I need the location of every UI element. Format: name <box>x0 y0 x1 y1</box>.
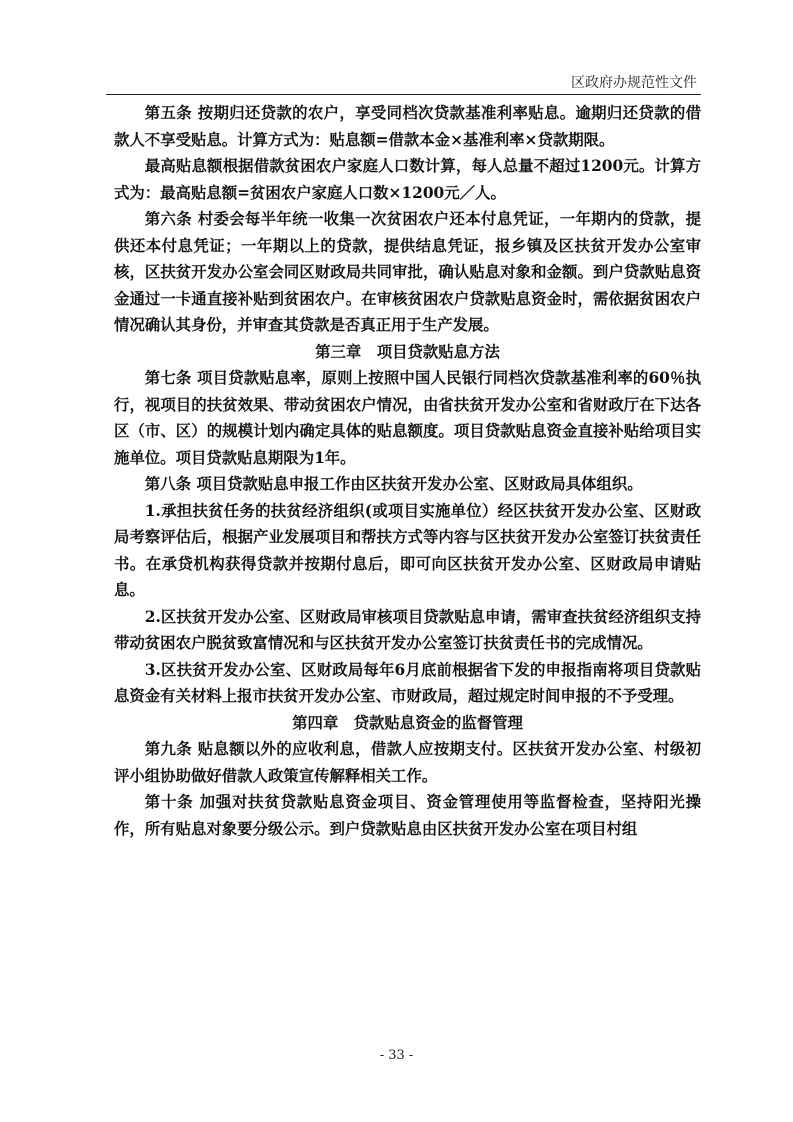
article-5-continued: 最高贴息额根据借款贫困农户家庭人口数计算，每人总量不超过1200元。计算方式为：最高贴息额=贫困农户家庭人口数×1200元／人。 <box>114 157 701 202</box>
article-8-item-2: 2.区扶贫开发办公室、区财政局审核项目贷款贴息申请，需审查扶贫经济组织支持带动贫困农户脱贫致富情况和与区扶贫开发办公室签订扶贫责任书的完成情况。 <box>114 607 701 652</box>
document-body <box>114 100 701 842</box>
article-7: 第七条 项目贷款贴息率，原则上按照中国人民银行同档次贷款基准利率的60％执行，视项目的扶贫效果、带动贫困农户情况，由省扶贫开发办公室和省财政厅在下达各区（市、区）的规模计划内确定具体的贴息额度。项目贷款贴息资金直接补贴给项目实施单位。项目贷款贴息期限为1年。 <box>114 369 701 467</box>
chapter-3-heading: 第三章 项目贷款贴息方法 <box>315 342 500 361</box>
article-10: 第十条 加强对扶贫贷款贴息资金项目、资金管理使用等监督检查，坚持阳光操作，所有贴息对象要分级公示。到户贷款贴息由区扶贫开发办公室在项目村组 <box>114 793 701 838</box>
header-title: 区政府办规范性文件 <box>571 75 697 91</box>
article-9: 第九条 贴息额以外的应收利息，借款人应按期支付。区扶贫开发办公室、村级初评小组协助做好借款人政策宣传解释相关工作。 <box>114 740 701 785</box>
article-8-item-3: 3.区扶贫开发办公室、区财政局每年6月底前根据省下发的申报指南将项目贷款贴息资金有关材料上报市扶贫开发办公室、市财政局，超过规定时间申报的不予受理。 <box>114 660 701 705</box>
article-8-item-1: 1.承担扶贫任务的扶贫经济组织(或项目实施单位）经区扶贫开发办公室、区财政局考察评估后，根据产业发展项目和帮扶方式等内容与区扶贫开发办公室签订扶贫责任书。在承贷机构获得贷款并按期付息后，即可向区扶贫开发办公室、区财政局申请贴息。 <box>114 501 701 599</box>
header-divider <box>106 94 701 95</box>
article-5: 第五条 按期归还贷款的农户，享受同档次贷款基准利率贴息。逾期归还贷款的借款人不享受贴息。计算方式为：贴息额=借款本金×基准利率×贷款期限。 <box>114 104 701 149</box>
article-8: 第八条 项目贷款贴息申报工作由区扶贫开发办公室、区财政局具体组织。 <box>144 475 643 493</box>
page-number: - 33 - <box>379 1048 414 1063</box>
chapter-4-heading: 第四章 贷款贴息资金的监督管理 <box>292 713 523 732</box>
article-6: 第六条 村委会每半年统一收集一次贫困农户还本付息凭证，一年期内的贷款，提供还本付息凭证；一年期以上的贷款，提供结息凭证，报乡镇及区扶贫开发办公室审核，区扶贫开发办公室会同区财政局共同审批，确认贴息对象和金额。到户贷款贴息资金通过一卡通直接补贴到贫困农户。在审核贫困农户贷款贴息资金时，需依据贫困农户情况确认其身份，并审查其贷款是否真正用于生产发展。 <box>114 210 701 334</box>
